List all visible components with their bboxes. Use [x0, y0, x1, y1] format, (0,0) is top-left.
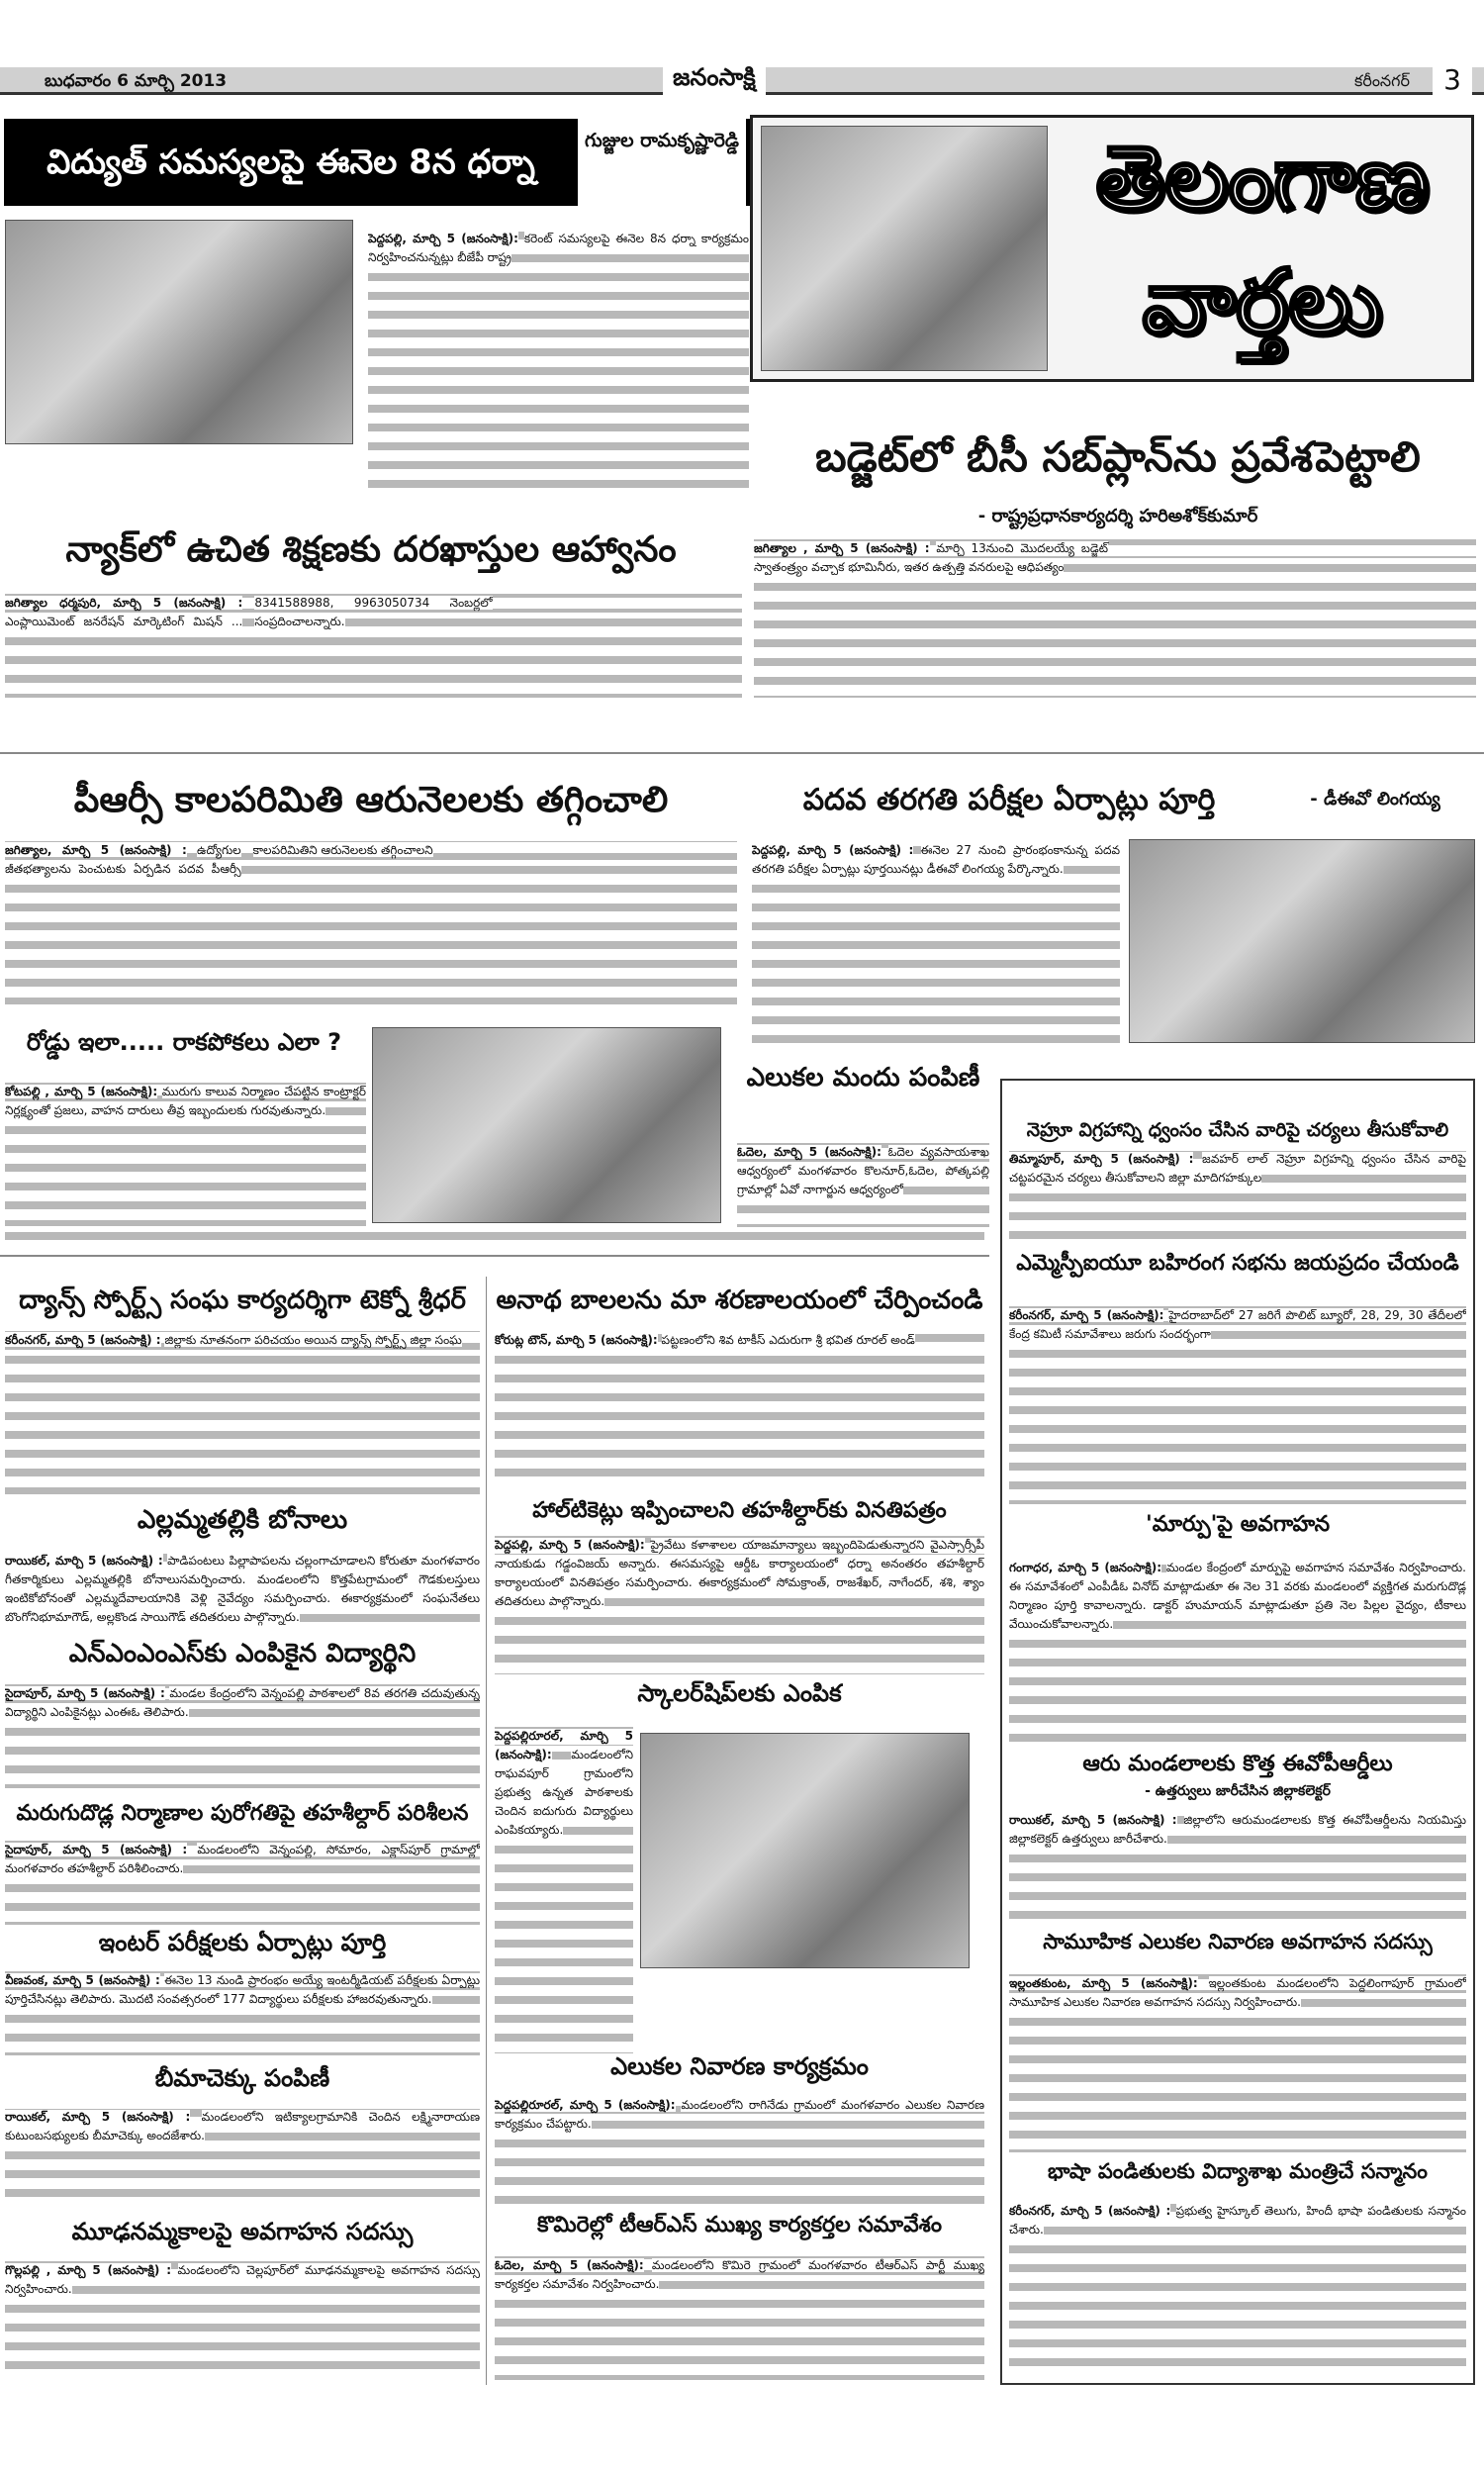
article-body: రాయికల్, మార్చి 5 (జనంసాక్షి) : మండలంలోని ఇటిక్యాలగ్రామానికి చెందిన లక్ష్మినారాయణ కుటుంబసభ్యులకు బీమాచెక్కు అందజేశారు. [5, 2108, 480, 2207]
article-body: పెద్దపల్లి, మార్చి 5 (జనంసాక్షి) : ఈనెల 27 నుంచి ప్రారంభంకానున్న పదవ తరగతి పరీక్షల ఏర్పాట్లు పూర్తయినట్లు డీఈవో లింగయ్య పేర్కొన్నారు. [752, 841, 1120, 1049]
headline: ఎలుకల నివారణ కార్యక్రమం [610, 2052, 869, 2080]
article-body: సైదాపూర్, మార్చి 5 (జనంసాక్షి) : మండల కేంద్రంలోని వెన్నంపల్లి పాఠశాలలో 8వ తరగతి చదువుతున్న విద్యార్థిని ఎంపికైనట్లు ఎంఈఓ తెలిపారు. [5, 1684, 480, 1788]
column-divider [486, 1277, 487, 2385]
banner-title-line1: తెలంగాణ [1095, 127, 1430, 231]
article-body: కోరుట్ల టౌన్, మార్చి 5 (జనంసాక్షి): పట్టణంలోని శివ టాకీస్ ఎదురుగా శ్రీ భవిత రూరల్ అండ్ [495, 1331, 984, 1484]
headline: 'మార్పు'పై అవగాహన [1145, 1512, 1331, 1537]
byline: గుజ్జుల రామకృష్ణారెడ్డి [585, 130, 739, 151]
headline: ఎమ్మెస్పీఐయూ బహిరంగ సభను జయప్రదం చేయండి [1016, 1251, 1459, 1276]
article-body: గొల్లపల్లి , మార్చి 5 (జనంసాక్షి) : మండలంలోని చెల్లపూర్‌లో మూఢనమ్మకాలపై అవగాహన సదస్సు నిర్వహించారు. [5, 2261, 480, 2380]
headline: మరుగుదొడ్ల నిర్మాణాల పురోగతిపై తహశీల్దార్ పరిశీలన [16, 1801, 469, 1826]
headline: భాషా పండితులకు విద్యాశాఖ మంత్రిచే సన్మానం [1048, 2159, 1428, 2183]
article-body: రాయికల్, మార్చి 5 (జనంసాక్షి) : పాడిపంటలు పిల్లాపాపలను చల్లంగాచూడాలని కోరుతూ మంగళవారం గీతకార్మికులు ఎల్లమ్మతల్లికి బోనాలుసమర్పించారు. మండలంలోని కొత్తపేటగ్రామంలో గౌడకులస్తులు ఇంటికోబోనంతో ఎల్లమ్మదేవాలయానికి వెళ్లి నైవేద్యం సమర్పించారు. ఈకార్యక్రమంలో సంఘనేతలు బొంగోనిభూమాగౌడ్, అల్లకొండ సాయిగౌడ్ తదితరులు పాల్గొన్నారు. [5, 1552, 480, 1631]
article-body: తిమ్మాపూర్, మార్చి 5 (జనంసాక్షి) : జవహర్ లాల్ నెహ్రూ విగ్రహన్ని ధ్వంసం చేసిన వారిపై చట్టపరమైన చర్యలు తీసుకోవాలని జిల్లా మాదిగహక్కుల [1009, 1150, 1466, 1249]
issue-date: బుధవారం 6 మార్చి 2013 [45, 71, 228, 91]
article-body-continued [5, 1227, 984, 1247]
headline: రోడ్డు ఇలా..... రాకపోకలు ఎలా ? [26, 1028, 342, 1056]
news-photo-meeting [5, 220, 353, 444]
newspaper-logo: జనంసాక్షి [663, 63, 766, 97]
page-header [0, 63, 1484, 96]
headline: మూఢనమ్మకాలపై అవగాహన సదస్సు [71, 2218, 414, 2245]
byline: - ఉత్తర్వులు జారీచేసిన జిల్లాకలెక్టర్ [1145, 1783, 1331, 1799]
article-body: వీణవంక, మార్చి 5 (జనంసాక్షి) : ఈనెల 13 నుండి ప్రారంభం అయ్యే ఇంటర్మీడియట్ పరీక్షలకు ఏర్పాట్లు పూర్తిచేసినట్లు తెలిపారు. మొదటి సంవత్సరంలో 177 విద్యార్థులు పరీక్షలకు హాజరవుతున్నారు. [5, 1971, 480, 2055]
article-body: పెద్దపల్లిరూరల్, మార్చి 5 (జనంసాక్షి): మండలంలోని రాఘవపూర్ గ్రామంలోని ప్రభుత్వ ఉన్నత పాఠశాలకు చెందిన ఐదుగురు విద్యార్థులు ఎంపికయ్యారు. [495, 1727, 633, 2053]
article-body: ఓదెల, మార్చి 5 (జనంసాక్షి): ఓదెల వ్యవసాయశాఖ ఆధ్వర్యంలో మంగళవారం కొలనూర్,ఓదెల, పోత్కపల్లి గ్రామాల్లో ఏవో నాగార్జున ఆధ్వర్యంలో [737, 1143, 989, 1227]
headline: హాల్‌టికెట్లు ఇప్పించాలని తహశీల్దార్‌కు వినతిపత్రం [532, 1498, 947, 1523]
divider [0, 1255, 989, 1257]
news-photo-students [640, 1733, 970, 1968]
headline: పదవ తరగతి పరీక్షల ఏర్పాట్లు పూర్తి [802, 783, 1216, 817]
article-body: కోటపల్లి , మార్చి 5 (జనంసాక్షి): మురుగు కాలువ నిర్మాణం చేపట్టిన కాంట్రాక్టర్ నిర్లక్ష్యంతో ప్రజలు, వాహన దారులు తీవ్ర ఇబ్బందులకు గురవుతున్నారు. [5, 1083, 366, 1226]
article-body: రాయికల్, మార్చి 5 (జనంసాక్షి) : జిల్లాలోని ఆరుమండలాలకు కొత్త ఈవోపీఆర్డీలను నియమిస్తు జిల్లాకలెక్టర్ ఉత్తర్వులు జారీచేశారు. [1009, 1811, 1466, 1925]
headline: బీమాచెక్కు పంపిణీ [154, 2064, 330, 2092]
news-photo-officials [1129, 839, 1475, 1043]
article-power-dharna-head [4, 119, 751, 206]
article-body: సైదాపూర్, మార్చి 5 (జనంసాక్షి) : మండలంలోని వెన్నంపల్లి, సోమారం, ఎక్లాస్‌పూర్ గ్రామాల్లో మంగళవారం తహశీల్దార్ పరిశీలించారు. [5, 1841, 480, 1925]
fort-photo [761, 126, 1048, 371]
article-body: గంగాధర, మార్చి 5 (జనంసాక్షి): మండల కేంద్రంలో మార్పుపై అవగాహన సమావేశం నిర్వహించారు. ఈ సమావేశంలో ఎంపీడీఓ వినోద్ మాట్లాడుతూ ఈ నెల 31 వరకు మండలంలో వ్యక్తిగత మరుగుదొడ్ల నిర్మాణం పూర్తి కావాలన్నారు. డాక్టర్ హుమాయన్ మాట్లాడుతూ ప్రతి నెల పిల్లల వైద్యం, టీకాలు వేయించుకోవాలన్నారు. [1009, 1559, 1466, 1747]
headline: విద్యుత్ సమస్యలపై ఈనెల 8న ధర్నా [4, 119, 578, 206]
headline: స్కాలర్‌షిప్‌లకు ఎంపిక [637, 1679, 842, 1707]
page-number: 3 [1433, 63, 1472, 97]
article-body: పెద్దపల్లి, మార్చి 5 (జనంసాక్షి): కరెంట్ సమస్యలపై ఈనెల 8న ధర్నా కార్యక్రమం నిర్వహించనున్నట్లు బీజేపీ రాష్ట్ర [368, 230, 749, 497]
headline: అనాథ బాలలను మా శరణాలయంలో చేర్పించండి [496, 1285, 983, 1315]
headline: ఎలుకల మందు పంపిణీ [746, 1063, 980, 1093]
article-body: ఇల్లంతకుంట, మార్చి 5 (జనంసాక్షి): ఇల్లంతకుంట మండలంలోని పెద్దలింగాపూర్ గ్రామంలో సామూహిక ఎలుకల నివారణ అవగాహన సదస్సు నిర్వహించారు. [1009, 1974, 1466, 2152]
news-photo-road [372, 1027, 721, 1223]
article-body: జగిత్యాల ధర్మపురి, మార్చి 5 (జనంసాక్షి) : ఎంప్లాయిమెంట్ జనరేషన్ మార్కెటింగ్ మిషన్ ... 8341588988, 9963050734 నెంబర్లలో సంప్రదించాలన్నారు. [5, 594, 742, 698]
telangana-news-banner [750, 115, 1474, 382]
headline: ఎన్‌ఎంఎంఎస్‌కు ఎంపికైన విద్యార్థిని [68, 1639, 417, 1668]
edition-city: కరీంనగర్ [1353, 71, 1410, 90]
article-body: జగిత్యాల , మార్చి 5 (జనంసాక్షి) : మార్చి 13నుంచి మొదలయ్యే బడ్జెట్ స్వాతంత్ర్యం వచ్చాక భూమినీరు, ఇతర ఉత్పత్తి వనరులపై ఆధిపత్యం [754, 539, 1476, 698]
article-body: ఓదెల, మార్చి 5 (జనంసాక్షి): మండలంలోని కొమిరె గ్రామంలో మంగళవారం టీఆర్‌ఎస్ పార్టీ ముఖ్య కార్యకర్తల సమావేశం నిర్వహించారు. [495, 2256, 984, 2380]
headline: న్యాక్‌లో ఉచిత శిక్షణకు దరఖాస్తుల ఆహ్వానం [65, 529, 677, 570]
article-body: కరీంనగర్, మార్చి 5 (జనంసాక్షి): హైదరాబాద్‌లో 27 జరిగే పొలిట్ బ్యూరో, 28, 29, 30 తేదీలలో కేంద్ర కమిటీ సమావేశాలు జరుగు సందర్భంగా [1009, 1306, 1466, 1504]
banner-title-line2: వార్తలు [1142, 250, 1383, 354]
headline: బడ్జెట్‌లో బీసీ సబ్‌ప్లాన్‌ను ప్రవేశపెట్టాలి [815, 432, 1421, 481]
byline: - రాష్ట్రప్రధానకార్యదర్శి హరిఅశోక్‌కుమార్ [977, 506, 1258, 526]
headline: ద్యాన్స్ స్పోర్ట్స్ సంఘ కార్యదర్శిగా టెక్నో శ్రీధర్ [19, 1285, 466, 1315]
headline: నెహ్రూ విగ్రహాన్ని ధ్వంసం చేసిన వారిపై చర్యలు తీసుకోవాలి [1026, 1119, 1449, 1141]
headline: ఎల్లమ్మతల్లికి బోనాలు [137, 1505, 348, 1535]
headline: పీఆర్సీ కాలపరిమితి ఆరునెలలకు తగ్గించాలి [73, 780, 669, 820]
headline: ఇంటర్ పరీక్షలకు ఏర్పాట్లు పూర్తి [98, 1929, 387, 1956]
headline: సామూహిక ఎలుకల నివారణ అవగాహన సదస్సు [1043, 1930, 1433, 1953]
headline: ఆరు మండలాలకు కొత్త ఈవోపీఆర్డీలు [1082, 1752, 1393, 1776]
article-body: జగిత్యాల, మార్చి 5 (జనంసాక్షి) : ఉద్యోగుల జీతభత్యాలను పెంచుటకు ఏర్పడిన పదవ పీఆర్సీ కాలపరిమితిని ఆరునెలలకు తగ్గించాలని [5, 841, 737, 1004]
article-body: పెద్దపల్లిరూరల్, మార్చి 5 (జనంసాక్షి): మండలంలోని రాగినేడు గ్రామంలో మంగళవారం ఎలుకల నివారణ కార్యక్రమం చేపట్టారు. [495, 2096, 984, 2205]
byline: - డీఈవో లింగయ్య [1310, 789, 1440, 809]
article-body: కరీంనగర్, మార్చి 5 (జనంసాక్షి) : ప్రభుత్వ హైస్కూల్ తెలుగు, హిందీ భాషా పండితులకు సన్మానం చేశారు. [1009, 2202, 1466, 2375]
headline: కొమిరెల్లో టీఆర్‌ఎస్ ముఖ్య కార్యకర్తల సమావేశం [536, 2213, 943, 2237]
divider [0, 752, 1484, 754]
article-body: కరీంనగర్, మార్చి 5 (జనంసాక్షి) : జిల్లాకు నూతనంగా పరిచయం అయిన ద్యాన్స్ స్పోర్ట్స్ జిల్లా సంఘ [5, 1331, 480, 1494]
article-body: పెద్దపల్లి, మార్చి 5 (జనంసాక్షి): ప్రైవేటు కళాశాలల యాజమాన్యాలు ఇబ్బందిపెడుతున్నారని వైఎస్సార్సీపీ నాయకుడు గడ్డంవిజయ్ అన్నారు. ఈసమస్యపై ఆర్డీఓ కార్యాలయంలో ధర్నా అనంతరం తహశీల్దార్ కార్యాలయంలో వినతిపత్రం సమర్పించారు. ఈకార్యక్రమంలో సోమక్రాంత్, రాజశేఖర్, నాగేందర్, శశి, శ్యాం తదితరులు పాల్గొన్నారు. [495, 1536, 984, 1674]
